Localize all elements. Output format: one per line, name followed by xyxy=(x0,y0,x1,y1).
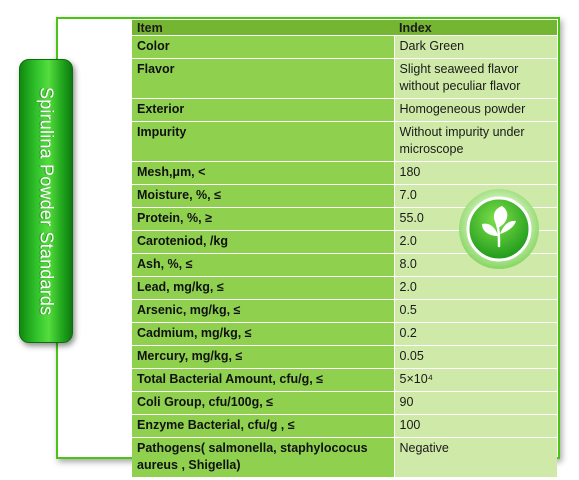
row-item: Color xyxy=(132,36,394,59)
leaf-badge xyxy=(458,188,540,270)
header-index: Index xyxy=(394,20,557,36)
row-item: Mercury, mg/kg, ≤ xyxy=(132,346,394,369)
header-item: Item xyxy=(132,20,394,36)
table-row xyxy=(132,122,557,162)
table-row xyxy=(132,162,557,185)
leaf-icon xyxy=(458,188,540,270)
table-row xyxy=(132,369,557,392)
row-item: Total Bacterial Amount, cfu/g, ≤ xyxy=(132,369,394,392)
side-title-tab xyxy=(19,59,73,343)
row-index: 55.0 xyxy=(394,208,557,231)
row-index: 7.0 xyxy=(394,185,557,208)
table-row xyxy=(132,415,557,438)
table-row xyxy=(132,300,557,323)
table-row xyxy=(132,99,557,122)
row-index: 2.0 xyxy=(394,277,557,300)
row-index: 0.5 xyxy=(394,300,557,323)
row-index: 180 xyxy=(394,162,557,185)
row-index: 5×10⁴ xyxy=(394,369,557,392)
row-index: 0.2 xyxy=(394,323,557,346)
row-index: 90 xyxy=(394,392,557,415)
table-row xyxy=(132,36,557,59)
table-row xyxy=(132,438,557,478)
row-item: Pathogens( salmonella, staphylococus aureus , Shigella) xyxy=(132,438,394,478)
row-index: 100 xyxy=(394,415,557,438)
row-item: Arsenic, mg/kg, ≤ xyxy=(132,300,394,323)
row-item: Coli Group, cfu/100g, ≤ xyxy=(132,392,394,415)
table-row xyxy=(132,392,557,415)
row-index: 0.05 xyxy=(394,346,557,369)
row-index: Negative xyxy=(394,438,557,478)
side-title: Spirulina Powder Standards xyxy=(36,86,57,316)
row-index: 8.0 xyxy=(394,254,557,277)
table-row xyxy=(132,277,557,300)
row-item: Lead, mg/kg, ≤ xyxy=(132,277,394,300)
table-header-row xyxy=(132,20,557,36)
row-item: Flavor xyxy=(132,59,394,99)
row-item: Ash, %, ≤ xyxy=(132,254,394,277)
row-index: 2.0 xyxy=(394,231,557,254)
table-row xyxy=(132,346,557,369)
row-item: Impurity xyxy=(132,122,394,162)
table-row xyxy=(132,59,557,99)
row-item: Enzyme Bacterial, cfu/g , ≤ xyxy=(132,415,394,438)
row-index: Slight seaweed flavor without peculiar flavor xyxy=(394,59,557,99)
row-item: Exterior xyxy=(132,99,394,122)
row-item: Caroteniod, /kg xyxy=(132,231,394,254)
row-item: Protein, %, ≥ xyxy=(132,208,394,231)
row-index: Dark Green xyxy=(394,36,557,59)
row-index: Without impurity under microscope xyxy=(394,122,557,162)
row-item: Mesh,μm, < xyxy=(132,162,394,185)
table-row xyxy=(132,323,557,346)
row-index: Homogeneous powder xyxy=(394,99,557,122)
row-item: Moisture, %, ≤ xyxy=(132,185,394,208)
row-item: Cadmium, mg/kg, ≤ xyxy=(132,323,394,346)
